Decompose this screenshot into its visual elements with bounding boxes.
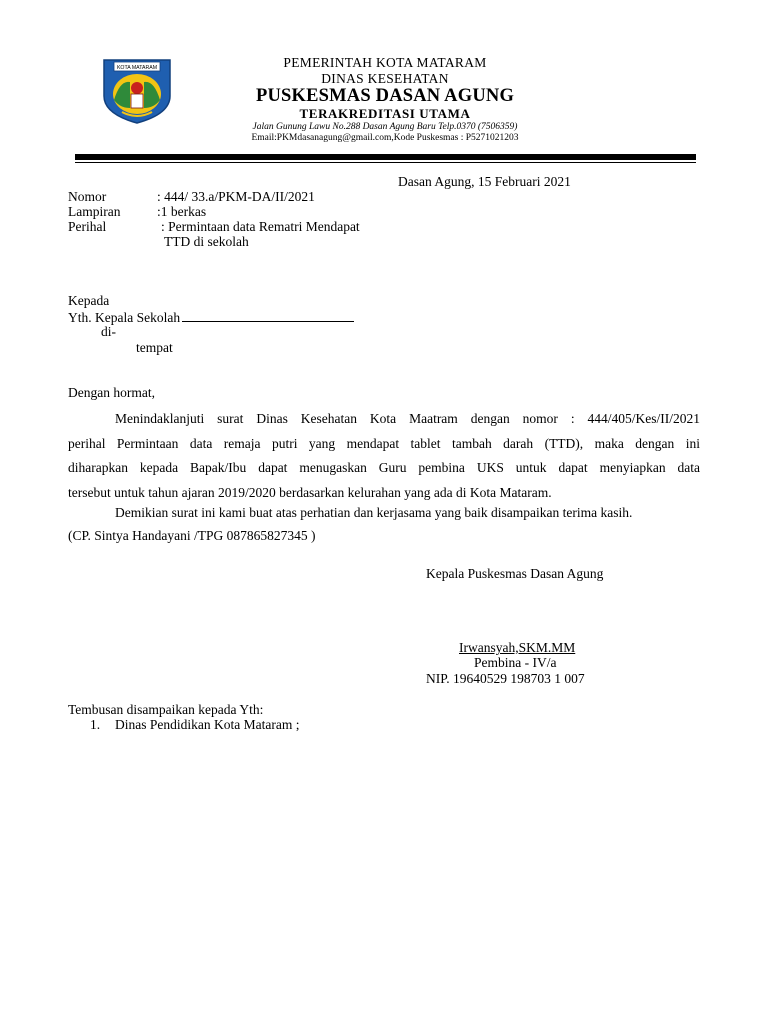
letterhead-agency-line: DINAS KESEHATAN bbox=[321, 71, 449, 86]
recipient-blank-line bbox=[182, 309, 354, 322]
signature-rank: Pembina - IV/a bbox=[474, 655, 557, 670]
letterhead-divider-thin bbox=[75, 162, 696, 163]
lampiran-label: Lampiran bbox=[68, 204, 121, 219]
body-paragraph-1-line-1: Menindaklanjuti surat Dinas Kesehatan Kota Maatram dengan nomor : 444/405/Kes/II/2021 bbox=[115, 411, 700, 426]
letterhead-address: Jalan Gunung Lawu No.288 Dasan Agung Baru Telp.0370 (7506359) bbox=[252, 122, 518, 132]
letterhead-accreditation: TERAKREDITASI UTAMA bbox=[299, 106, 471, 121]
lampiran-value: :1 berkas bbox=[157, 204, 207, 219]
salutation: Dengan hormat, bbox=[68, 385, 155, 400]
signature-title: Kepala Puskesmas Dasan Agung bbox=[426, 566, 604, 581]
cc-item-number: 1. bbox=[90, 717, 101, 732]
perihal-value-line1: : Permintaan data Rematri Mendapat bbox=[161, 219, 360, 234]
signature-name: Irwansyah,SKM.MM bbox=[459, 640, 576, 655]
body-paragraph-1-line-2: perihal Permintaan data remaja putri yang mendapat tablet tambah darah (TTD), maka dengan ini bbox=[68, 436, 700, 451]
kota-mataram-emblem-logo bbox=[100, 56, 174, 126]
cc-heading: Tembusan disampaikan kepada Yth: bbox=[68, 702, 264, 717]
letterhead-government-line: PEMERINTAH KOTA MATARAM bbox=[283, 55, 487, 70]
svg-text:KOTA MATARAM: KOTA MATARAM bbox=[116, 65, 158, 71]
recipient-kepada: Kepada bbox=[68, 293, 110, 308]
letterhead-contact: Email:PKMdasanagung@gmail.com,Kode Puskesmas : P5271021203 bbox=[251, 133, 519, 143]
cc-item-text: Dinas Pendidikan Kota Mataram ; bbox=[115, 717, 300, 732]
signature-nip: NIP. 19640529 198703 1 007 bbox=[426, 671, 585, 686]
body-paragraph-1-line-3: diharapkan kepada Bapak/Ibu dapat menugaskan Guru pembina UKS untuk dapat menyiapkan data bbox=[68, 460, 700, 475]
body-paragraph-1-line-4: tersebut untuk tahun ajaran 2019/2020 berdasarkan kelurahan yang ada di Kota Mataram. bbox=[68, 485, 552, 500]
recipient-yth: Yth. Kepala Sekolah bbox=[68, 310, 181, 325]
nomor-value: : 444/ 33.a/PKM-DA/II/2021 bbox=[157, 189, 315, 204]
letterhead-divider-thick bbox=[75, 154, 696, 160]
perihal-value-line2: TTD di sekolah bbox=[164, 234, 249, 249]
perihal-label: Perihal bbox=[68, 219, 107, 234]
recipient-tempat: tempat bbox=[136, 340, 173, 355]
body-paragraph-2: Demikian surat ini kami buat atas perhatian dan kerjasama yang baik disampaikan terima kasih. bbox=[115, 505, 633, 520]
letter-date: Dasan Agung, 15 Februari 2021 bbox=[398, 174, 571, 189]
letterhead-institution-name: PUSKESMAS DASAN AGUNG bbox=[255, 86, 515, 106]
recipient-di: di- bbox=[101, 324, 116, 339]
nomor-label: Nomor bbox=[68, 189, 107, 204]
contact-person: (CP. Sintya Handayani /TPG 087865827345 ) bbox=[68, 528, 316, 543]
